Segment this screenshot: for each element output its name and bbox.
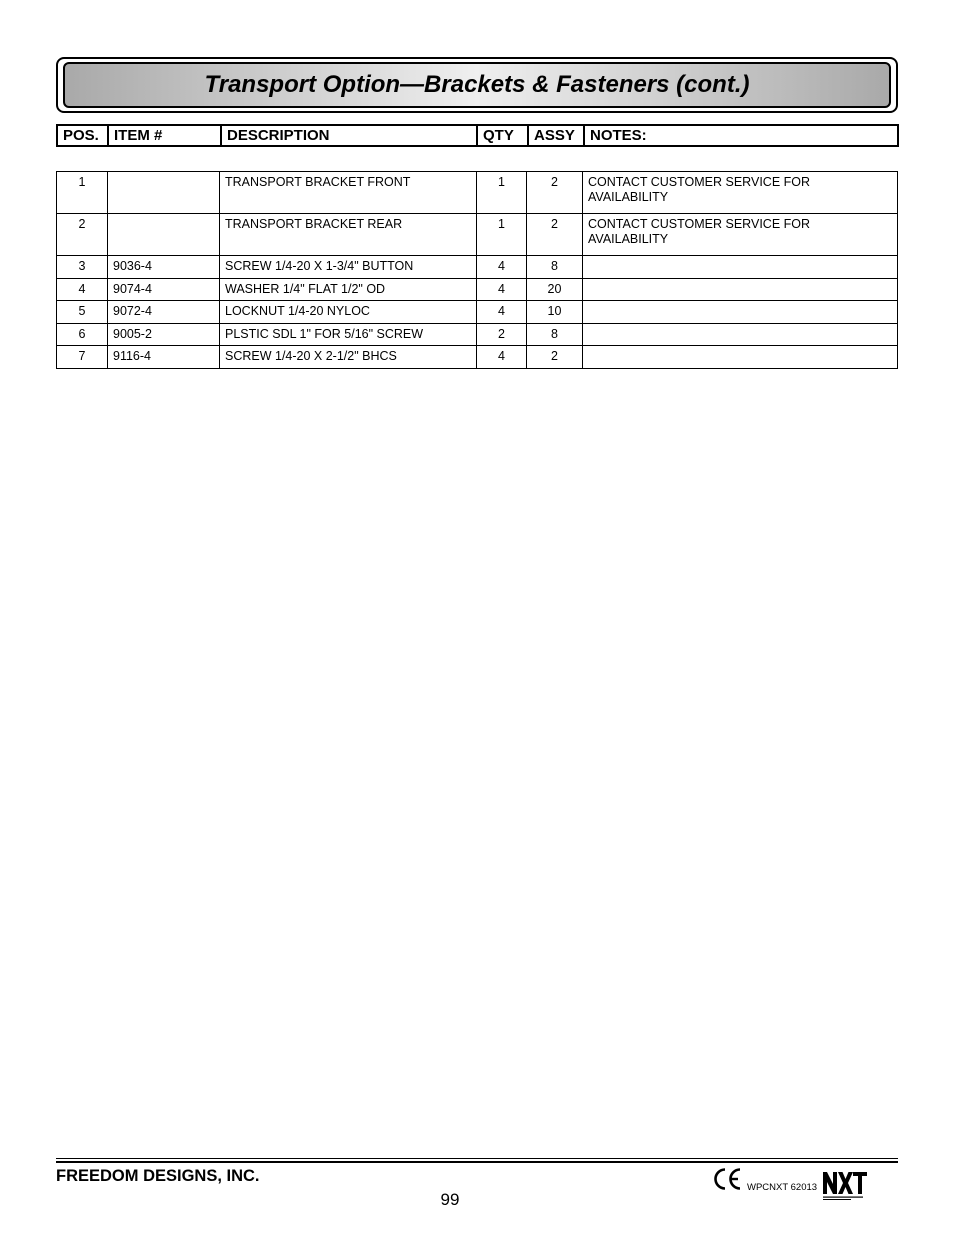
- cell-pos: 5: [57, 301, 108, 324]
- cell-description: SCREW 1/4-20 X 2-1/2" BHCS: [220, 346, 477, 369]
- header-description: DESCRIPTION: [221, 125, 477, 146]
- cell-item: [108, 214, 220, 256]
- table-row: [57, 323, 898, 346]
- cell-pos: 4: [57, 278, 108, 301]
- header-item: ITEM #: [108, 125, 221, 146]
- header-qty: QTY: [477, 125, 528, 146]
- cell-description: TRANSPORT BRACKET REAR: [220, 214, 477, 256]
- header-assy: ASSY: [528, 125, 584, 146]
- table-row: [57, 278, 898, 301]
- cell-assy: 10: [527, 301, 583, 324]
- cell-assy: 2: [527, 346, 583, 369]
- cell-item: 9036-4: [108, 256, 220, 279]
- header-pos: POS.: [57, 125, 108, 146]
- cell-assy: 2: [527, 214, 583, 256]
- cell-qty: 4: [477, 256, 527, 279]
- header-notes: NOTES:: [584, 125, 898, 146]
- cell-description: PLSTIC SDL 1" FOR 5/16" SCREW: [220, 323, 477, 346]
- cell-notes: [583, 256, 898, 279]
- cell-description: SCREW 1/4-20 X 1-3/4" BUTTON: [220, 256, 477, 279]
- cell-item: [108, 172, 220, 214]
- cell-notes: [583, 278, 898, 301]
- footer-divider: [56, 1158, 898, 1159]
- cell-description: LOCKNUT 1/4-20 NYLOC: [220, 301, 477, 324]
- cell-item: 9074-4: [108, 278, 220, 301]
- cell-pos: 1: [57, 172, 108, 214]
- cell-notes: [583, 346, 898, 369]
- nxt-logo-icon: [822, 1170, 868, 1202]
- cell-assy: 2: [527, 172, 583, 214]
- cell-notes: CONTACT CUSTOMER SERVICE FOR AVAILABILITY: [583, 214, 898, 256]
- cell-description: TRANSPORT BRACKET FRONT: [220, 172, 477, 214]
- cell-notes: [583, 301, 898, 324]
- cell-assy: 8: [527, 323, 583, 346]
- cell-item: 9005-2: [108, 323, 220, 346]
- cell-pos: 7: [57, 346, 108, 369]
- page-number: 99: [440, 1190, 460, 1209]
- cell-qty: 1: [477, 172, 527, 214]
- table-row: [57, 214, 898, 256]
- cell-assy: 8: [527, 256, 583, 279]
- cell-notes: [583, 323, 898, 346]
- title-banner: [56, 57, 898, 113]
- document-reference: WPCNXT 62013: [747, 1182, 818, 1193]
- cell-qty: 4: [477, 278, 527, 301]
- cell-pos: 3: [57, 256, 108, 279]
- cell-notes: CONTACT CUSTOMER SERVICE FOR AVAILABILITY: [583, 172, 898, 214]
- company-name: FREEDOM DESIGNS, INC.: [56, 1167, 260, 1185]
- ce-mark-icon: [713, 1166, 743, 1192]
- cell-item: 9116-4: [108, 346, 220, 369]
- parts-table: [56, 171, 898, 369]
- page-title: Transport Option—Brackets & Fasteners (cont.): [204, 71, 750, 98]
- table-row: [57, 172, 898, 214]
- cell-pos: 6: [57, 323, 108, 346]
- cell-description: WASHER 1/4" FLAT 1/2" OD: [220, 278, 477, 301]
- cell-qty: 4: [477, 301, 527, 324]
- cell-qty: 1: [477, 214, 527, 256]
- table-row: [57, 301, 898, 324]
- cell-qty: 4: [477, 346, 527, 369]
- title-banner-inner: [63, 62, 891, 108]
- footer-divider: [56, 1161, 898, 1163]
- cell-assy: 20: [527, 278, 583, 301]
- parts-table-header: [56, 124, 899, 147]
- cell-qty: 2: [477, 323, 527, 346]
- cell-item: 9072-4: [108, 301, 220, 324]
- table-row: [57, 346, 898, 369]
- cell-pos: 2: [57, 214, 108, 256]
- table-row: [57, 256, 898, 279]
